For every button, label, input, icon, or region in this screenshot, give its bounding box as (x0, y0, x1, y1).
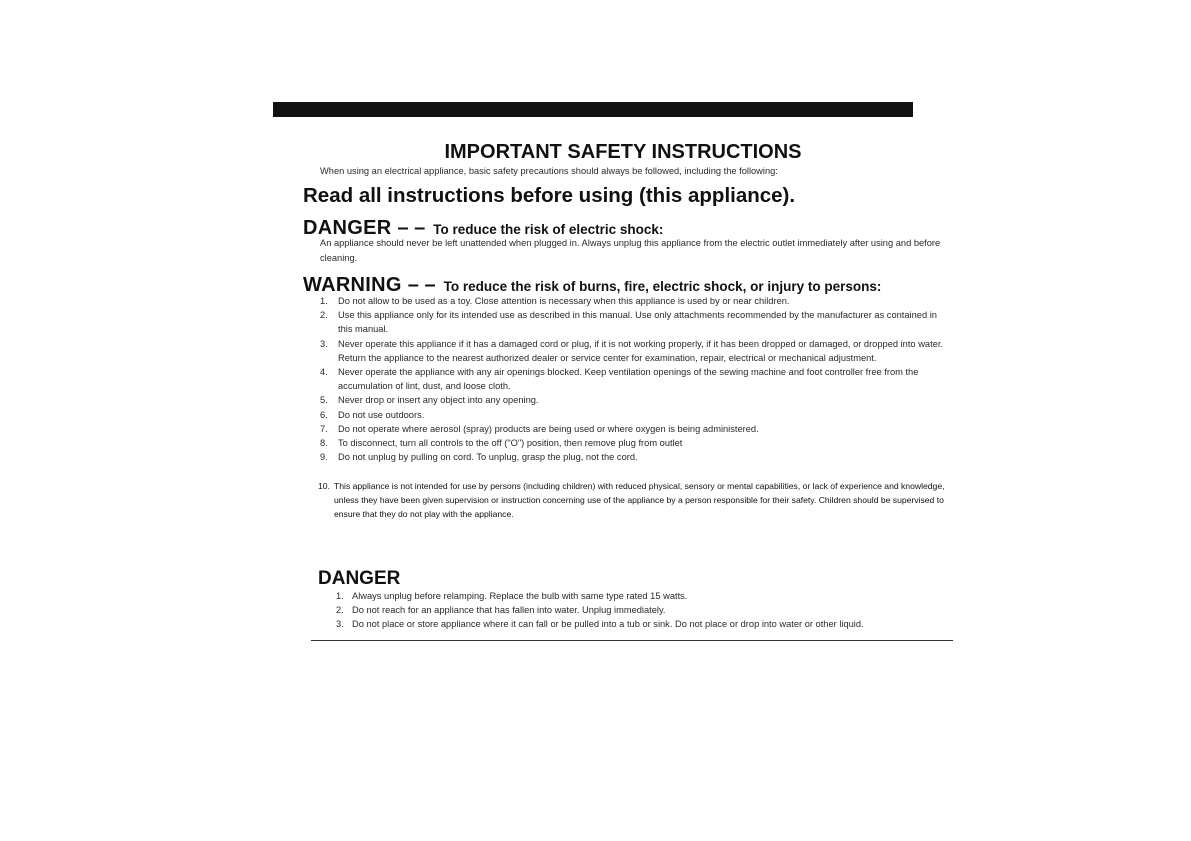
danger-text: An appliance should never be left unattended when plugged in. Always unplug this appliance from the electric outlet immediately after using and before cleaning. (320, 238, 941, 263)
read-all-heading: Read all instructions before using (this appliance). (303, 184, 796, 207)
list-item (320, 294, 946, 308)
item-text: Do not place or store appliance where it can fall or be pulled into a tub or sink. Do not place or drop into water or other liquid. (352, 619, 864, 630)
item-number: 1. (320, 296, 328, 306)
item-text: Never operate the appliance with any air openings blocked. Keep ventilation openings of the sewing machine and foot controller free from the accumulation of lint, dust, and loose cloth. (338, 367, 919, 392)
list-item-10 (318, 480, 948, 521)
item-number: 10. (318, 481, 330, 491)
item-number: 3. (320, 338, 328, 349)
item-text: Use this appliance only for its intended use as described in this manual. Use only attachments recommended by the manufacturer as contained in this manual. (338, 310, 937, 335)
item-number: 3. (336, 619, 344, 630)
list-item (320, 436, 946, 450)
warning-subheading: To reduce the risk of burns, fire, electric shock, or injury to persons: (443, 279, 882, 294)
item-text: Never drop or insert any object into any opening. (338, 395, 539, 406)
item-text: Do not unplug by pulling on cord. To unplug, grasp the plug, not the cord. (338, 452, 638, 463)
list-item (336, 617, 948, 631)
intro-text: When using an electrical appliance, basic safety precautions should always be followed, including the following: (320, 166, 778, 176)
item-text: To disconnect, turn all controls to the off ("O") position, then remove plug from outlet (338, 438, 683, 449)
item-text: Do not operate where aerosol (spray) products are being used or where oxygen is being administered. (338, 423, 759, 434)
danger-subheading: To reduce the risk of electric shock: (433, 222, 664, 237)
item-text: This appliance is not intended for use by persons (including children) with reduced physical, sensory or mental capabilities, or lack of experience and knowledge, unless they have been given supervision or instruction concerning use of the appliance by a person responsible for their safety. Children should be supervised to ensure that they do not play with the appliance. (334, 481, 945, 519)
item-number: 8. (320, 438, 328, 449)
item-number: 9. (320, 452, 328, 463)
item-number: 2. (320, 310, 328, 321)
item-number: 2. (336, 605, 344, 616)
list-item (320, 365, 946, 393)
warning-label: WARNING (303, 274, 402, 296)
item-number: 5. (320, 395, 328, 406)
warning-list (320, 294, 946, 464)
list-item (320, 337, 946, 365)
item-text: Never operate this appliance if it has a damaged cord or plug, if it is not working properly, if it has been dropped or damaged, or dropped into water. Return the appliance to the nearest authorized dealer or service center for examination, repair, electrical or mechanical adjustment. (338, 338, 943, 363)
bottom-rule (311, 640, 953, 641)
item-number: 4. (320, 367, 328, 378)
page-title: IMPORTANT SAFETY INSTRUCTIONS (444, 141, 802, 163)
list-item (336, 589, 948, 603)
item-text: Do not use outdoors. (338, 409, 425, 420)
item-text: Always unplug before relamping. Replace the bulb with same type rated 15 watts. (352, 591, 688, 601)
item-number: 7. (320, 423, 328, 434)
item-number: 1. (336, 591, 344, 601)
list-item (336, 603, 948, 617)
item-text: Do not reach for an appliance that has fallen into water. Unplug immediately. (352, 605, 666, 616)
danger-label: DANGER (303, 217, 392, 239)
header-bar (273, 102, 913, 117)
list-item (320, 308, 946, 336)
danger2-list (336, 589, 948, 632)
danger2-heading: DANGER (318, 568, 401, 589)
warning-dash: – – (407, 274, 436, 296)
list-item (320, 408, 946, 422)
item-text: Do not allow to be used as a toy. Close attention is necessary when this appliance is used by or near children. (338, 296, 790, 306)
list-item (320, 450, 946, 464)
item-number: 6. (320, 409, 328, 420)
danger-dash: – – (397, 217, 426, 239)
list-item (320, 393, 946, 407)
list-item (320, 422, 946, 436)
